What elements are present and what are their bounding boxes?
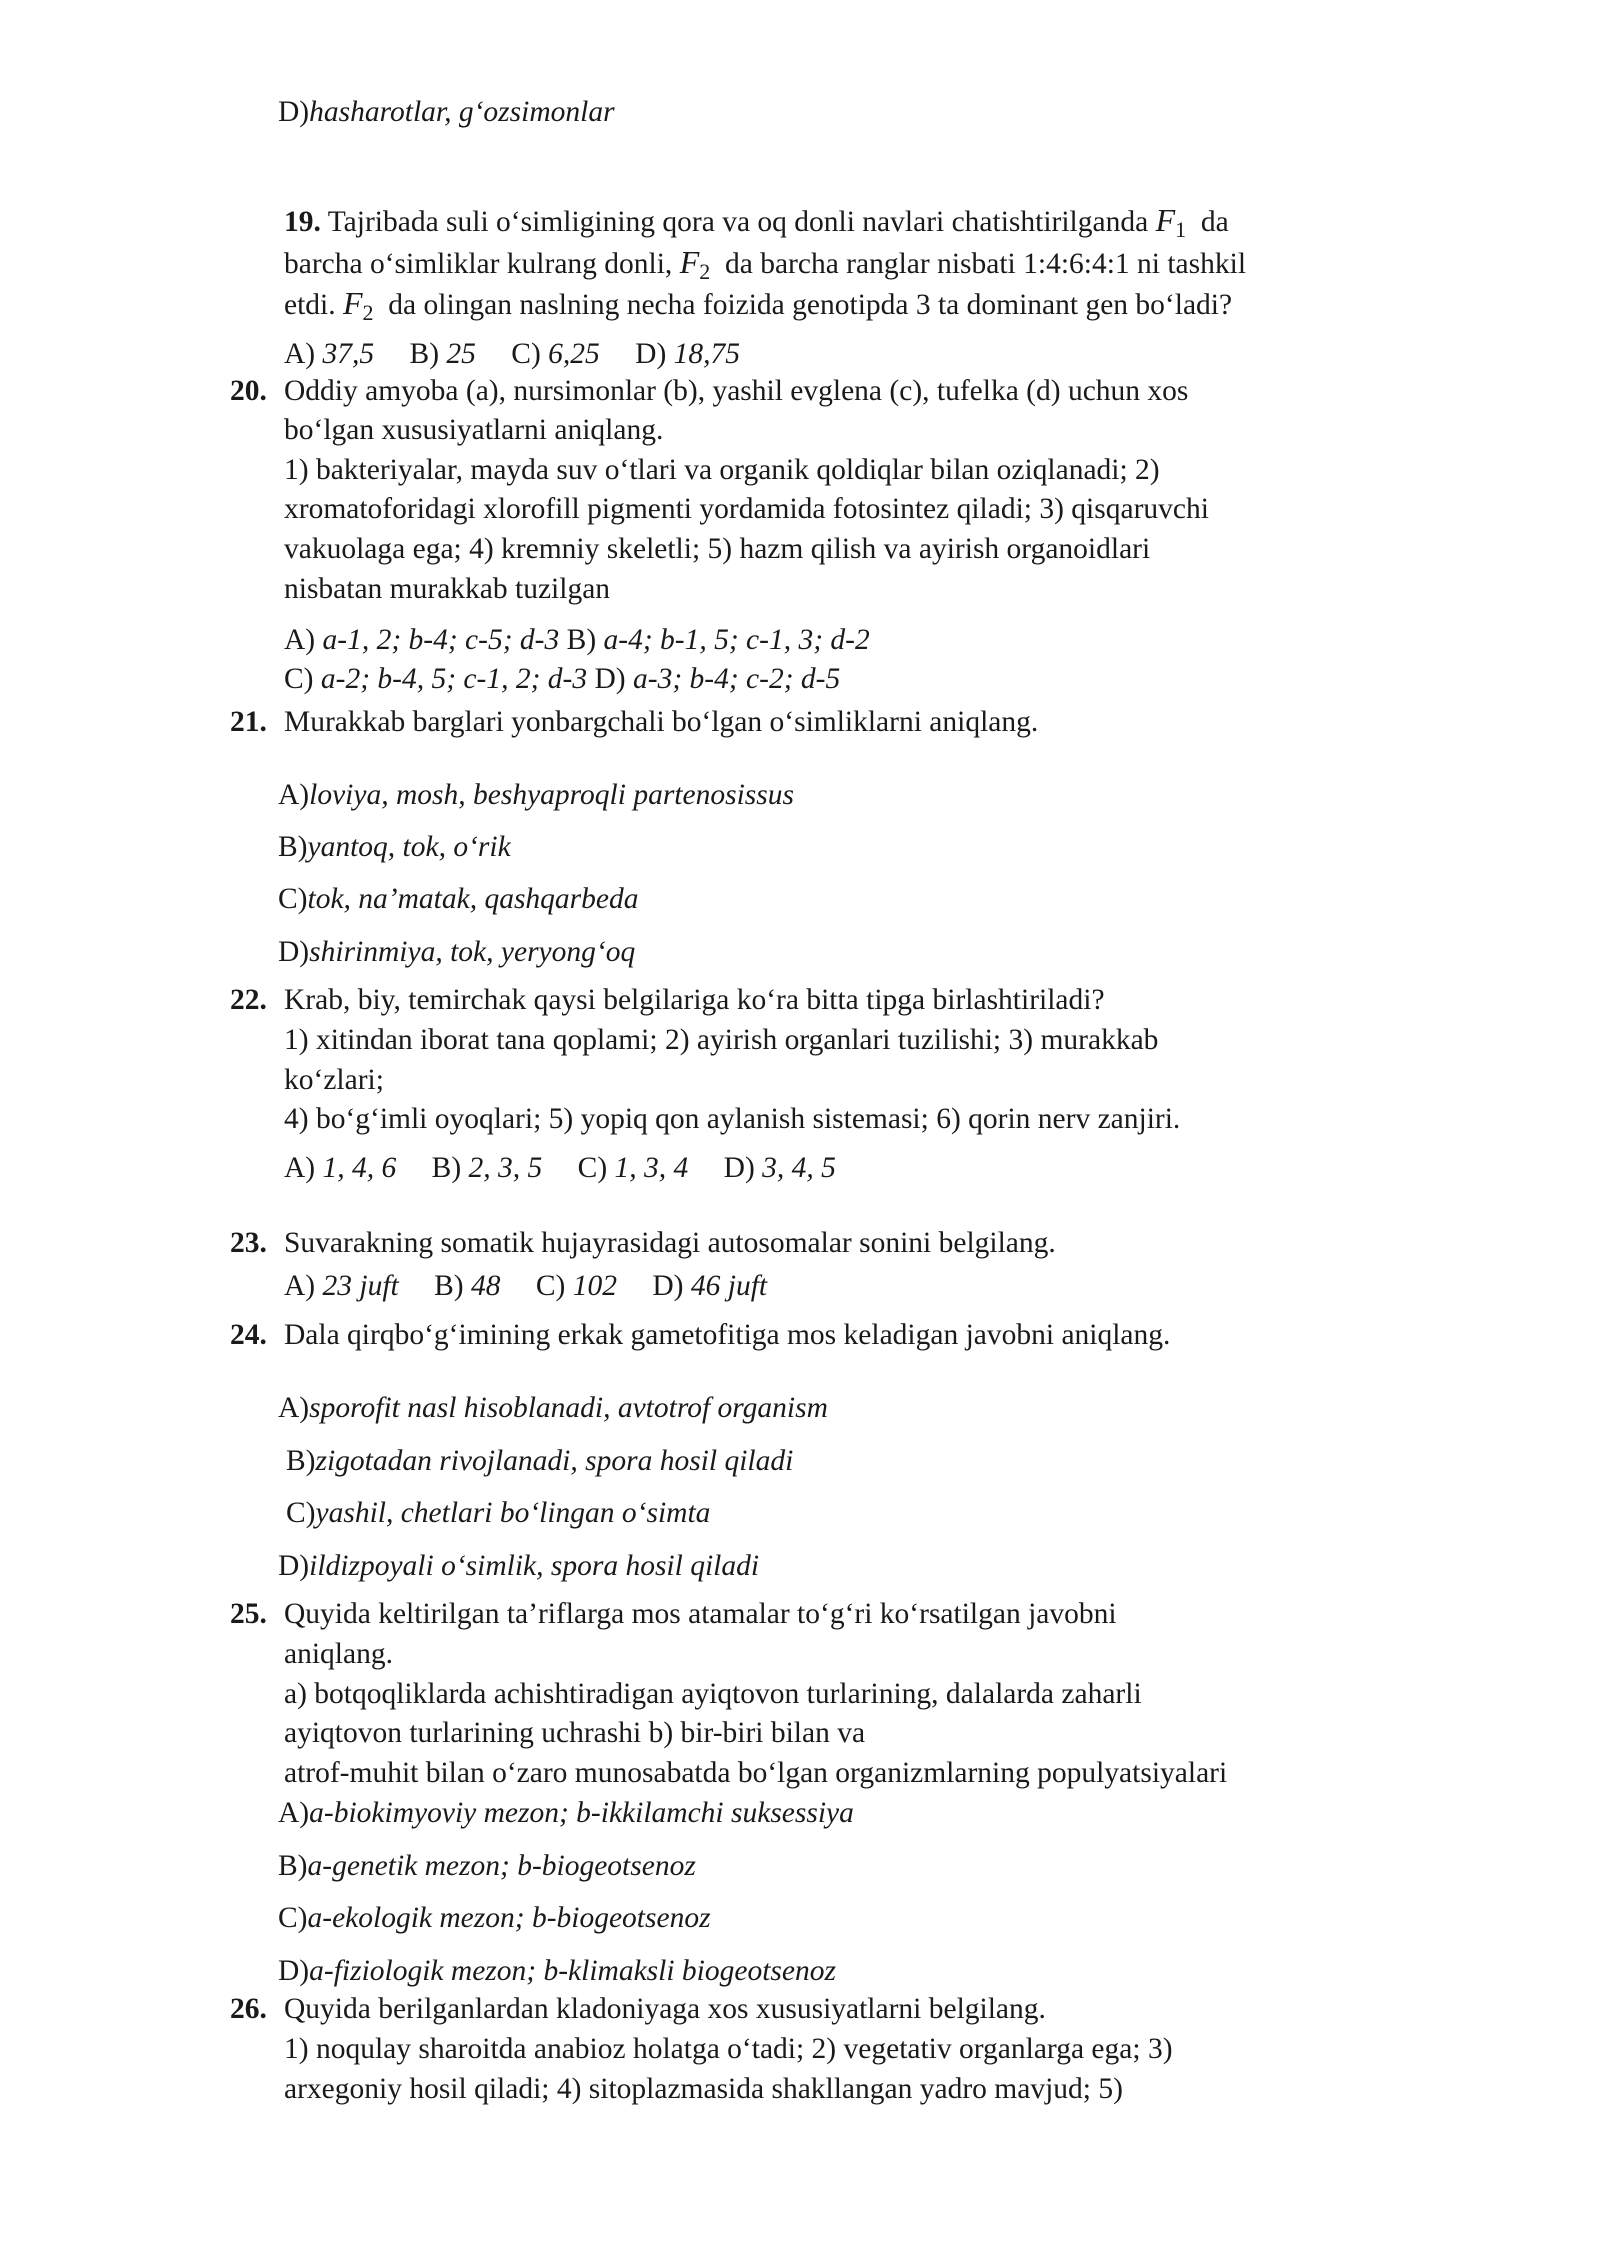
option-letter: B) bbox=[278, 1850, 308, 1882]
option-letter: B) bbox=[431, 1152, 462, 1184]
option-a bbox=[278, 1795, 854, 1831]
option-text: 6,25 bbox=[548, 338, 600, 370]
option-letter: C) bbox=[535, 1270, 566, 1302]
question-number: 24. bbox=[230, 1319, 267, 1351]
option-letter: D) bbox=[278, 1550, 310, 1582]
option-d bbox=[278, 1548, 759, 1584]
option-b bbox=[278, 829, 511, 865]
option-text: ildizpoyali o‘simlik, spora hosil qiladi bbox=[309, 1550, 760, 1582]
f-subscript: 2 bbox=[699, 259, 711, 284]
option-text: 102 bbox=[572, 1270, 617, 1302]
question-number: 19. bbox=[284, 206, 321, 238]
q20-line: vakuolaga ega; 4) kremniy skeletli; 5) hazm qilish va ayirish organoidlari bbox=[284, 533, 1151, 565]
option-c bbox=[278, 1900, 711, 1936]
option-text: zigotadan rivojlanadi, spora hosil qiladi bbox=[315, 1445, 794, 1477]
q20-options-row-1 bbox=[284, 622, 870, 658]
option-letter: B) bbox=[434, 1270, 464, 1302]
q25-line: a) botqoqliklarda achishtiradigan ayiqtovon turlarining, dalalarda zaharli bbox=[284, 1678, 1142, 1710]
option-letter: A) bbox=[278, 1797, 310, 1829]
option-d bbox=[278, 1953, 836, 1989]
option-text: 1, 4, 6 bbox=[322, 1152, 397, 1184]
option-c bbox=[578, 1152, 689, 1184]
option-c bbox=[284, 663, 587, 695]
q19-line-2 bbox=[284, 244, 1246, 284]
option-text: 3, 4, 5 bbox=[762, 1152, 836, 1184]
option-b bbox=[432, 1152, 543, 1184]
option-d bbox=[278, 934, 635, 970]
option-c bbox=[511, 338, 600, 370]
option-text: 1, 3, 4 bbox=[614, 1152, 689, 1184]
option-text: yantoq, tok, o‘rik bbox=[307, 831, 511, 863]
option-letter: A) bbox=[284, 624, 316, 656]
q20-options-row-2 bbox=[284, 661, 840, 697]
q20-line: nisbatan murakkab tuzilgan bbox=[284, 573, 611, 605]
q25-line: ayiqtovon turlarining uchrashi b) bir-biri bilan va bbox=[284, 1717, 866, 1749]
option-a bbox=[278, 1390, 828, 1426]
option-letter: D) bbox=[278, 936, 310, 968]
option-d bbox=[724, 1152, 836, 1184]
q23-options bbox=[284, 1268, 767, 1304]
option-c bbox=[278, 881, 639, 917]
q25-line: Quyida keltirilgan ta’riflarga mos atamalar to‘g‘ri ko‘rsatilgan javobni bbox=[284, 1598, 1117, 1630]
option-letter: D) bbox=[278, 1955, 310, 1987]
option-a bbox=[284, 1270, 399, 1302]
option-letter: A) bbox=[278, 779, 310, 811]
option-d bbox=[652, 1270, 767, 1302]
option-d bbox=[595, 663, 841, 695]
option-d bbox=[635, 338, 740, 370]
option-text: hasharotlar, g‘ozsimonlar bbox=[309, 96, 615, 128]
q19-text-3a: etdi. bbox=[284, 289, 336, 321]
option-text: yashil, chetlari bo‘lingan o‘simta bbox=[315, 1497, 711, 1529]
q24-text: Dala qirqbo‘g‘imining erkak gametofitiga mos keladigan javobni aniqlang. bbox=[284, 1319, 1171, 1351]
option-letter: C) bbox=[278, 1902, 308, 1934]
option-a bbox=[284, 338, 374, 370]
q22-line: 4) bo‘g‘imli oyoqlari; 5) yopiq qon aylanish sistemasi; 6) qorin nerv zanjiri. bbox=[284, 1103, 1181, 1135]
option-letter: A) bbox=[284, 1152, 316, 1184]
option-letter: D) bbox=[723, 1152, 755, 1184]
question-number: 26. bbox=[230, 1993, 267, 2025]
option-letter: A) bbox=[278, 1392, 310, 1424]
q25-line: aniqlang. bbox=[284, 1638, 393, 1670]
q26-line: 1) noqulay sharoitda anabioz holatga o‘tadi; 2) vegetativ organlarga ega; 3) bbox=[284, 2033, 1173, 2065]
f-symbol: F bbox=[343, 285, 363, 321]
question-number: 22. bbox=[230, 984, 267, 1016]
option-text: a-1, 2; b-4; c-5; d-3 bbox=[322, 624, 560, 656]
option-text: 37,5 bbox=[322, 338, 375, 370]
option-text: 48 bbox=[470, 1270, 501, 1302]
option-a bbox=[284, 624, 559, 656]
q20-line: 1) bakteriyalar, mayda suv o‘tlari va organik qoldiqlar bilan oziqlanadi; 2) bbox=[284, 454, 1160, 486]
q26-line: Quyida berilganlardan kladoniyaga xos xususiyatlarni belgilang. bbox=[284, 1993, 1046, 2025]
option-letter: C) bbox=[286, 1497, 316, 1529]
option-text: sporofit nasl hisoblanadi, avtotrof organism bbox=[309, 1392, 828, 1424]
prev-option-d bbox=[278, 94, 615, 130]
question-number: 25. bbox=[230, 1598, 267, 1630]
question-number: 23. bbox=[230, 1227, 267, 1259]
option-letter: A) bbox=[284, 338, 316, 370]
option-letter: B) bbox=[409, 338, 440, 370]
option-a bbox=[278, 777, 794, 813]
q25-line: atrof-muhit bilan o‘zaro munosabatda bo‘lgan organizmlarning populyatsiyalari bbox=[284, 1757, 1228, 1789]
q20-line: Oddiy amyoba (a), nursimonlar (b), yashil evglena (c), tufelka (d) uchun xos bbox=[284, 375, 1189, 407]
option-text: 46 juft bbox=[690, 1270, 768, 1302]
q19-line-3 bbox=[284, 285, 1232, 325]
option-text: 18,75 bbox=[673, 338, 741, 370]
option-letter: C) bbox=[284, 663, 314, 695]
q19-line-1 bbox=[284, 202, 1229, 242]
q22-line: Krab, biy, temirchak qaysi belgilariga ko‘ra bitta tipga birlashtiriladi? bbox=[284, 984, 1105, 1016]
option-text: a-fiziologik mezon; b-klimaksli biogeotsenoz bbox=[309, 1955, 836, 1987]
f-subscript: 1 bbox=[1175, 217, 1187, 242]
option-text: 23 juft bbox=[322, 1270, 399, 1302]
q21-text: Murakkab barglari yonbargchali bo‘lgan o‘simliklarni aniqlang. bbox=[284, 706, 1039, 738]
option-letter: A) bbox=[284, 1270, 316, 1302]
option-b bbox=[286, 1443, 793, 1479]
option-text: a-ekologik mezon; b-biogeotsenoz bbox=[307, 1902, 711, 1934]
q20-line: xromatoforidagi xlorofill pigmenti yordamida fotosintez qiladi; 3) qisqaruvchi bbox=[284, 493, 1209, 525]
option-letter: B) bbox=[286, 1445, 316, 1477]
q22-line: 1) xitindan iborat tana qoplami; 2) ayirish organlari tuzilishi; 3) murakkab bbox=[284, 1024, 1159, 1056]
option-letter: B) bbox=[278, 831, 308, 863]
q20-line: bo‘lgan xususiyatlarni aniqlang. bbox=[284, 414, 664, 446]
q22-line: ko‘zlari; bbox=[284, 1064, 384, 1096]
option-text: loviya, mosh, beshyaproqli partenosissus bbox=[309, 779, 794, 811]
option-text: a-genetik mezon; b-biogeotsenoz bbox=[307, 1850, 696, 1882]
q19-text-2b: da barcha ranglar nisbati 1:4:6:4:1 ni tashkil bbox=[724, 248, 1247, 280]
option-letter: D) bbox=[652, 1270, 684, 1302]
q19-text-3b: da olingan naslning necha foizida genotipda 3 ta dominant gen bo‘ladi? bbox=[388, 289, 1233, 321]
q22-options bbox=[284, 1150, 836, 1186]
q26-line: arxegoniy hosil qiladi; 4) sitoplazmasida shakllangan yadro mavjud; 5) bbox=[284, 2073, 1123, 2105]
option-text: 25 bbox=[446, 338, 476, 370]
option-letter: D) bbox=[594, 663, 626, 695]
option-text: 2, 3, 5 bbox=[468, 1152, 543, 1184]
q23-text: Suvarakning somatik hujayrasidagi autosomalar sonini belgilang. bbox=[284, 1227, 1056, 1259]
q19-text-2a: barcha o‘simliklar kulrang donli, bbox=[284, 248, 673, 280]
f-symbol: F bbox=[1155, 202, 1176, 238]
option-letter: D) bbox=[635, 338, 667, 370]
option-text: shirinmiya, tok, yeryong‘oq bbox=[309, 936, 636, 968]
option-c bbox=[286, 1495, 710, 1531]
q19-text-1b: da bbox=[1200, 206, 1229, 238]
option-text: a-2; b-4, 5; c-1, 2; d-3 bbox=[320, 663, 588, 695]
option-letter: C) bbox=[278, 883, 308, 915]
question-number: 21. bbox=[230, 706, 267, 738]
f-subscript: 2 bbox=[362, 300, 374, 325]
option-b bbox=[278, 1848, 696, 1884]
option-text: tok, na’matak, qashqarbeda bbox=[307, 883, 639, 915]
option-c bbox=[536, 1270, 617, 1302]
option-letter: B) bbox=[566, 624, 597, 656]
q19-options bbox=[284, 336, 740, 372]
option-b bbox=[410, 338, 476, 370]
option-letter: D) bbox=[278, 96, 310, 128]
option-text: a-biokimyoviy mezon; b-ikkilamchi suksessiya bbox=[309, 1797, 854, 1829]
option-text: a-3; b-4; c-2; d-5 bbox=[633, 663, 841, 695]
option-a bbox=[284, 1152, 396, 1184]
option-letter: C) bbox=[577, 1152, 608, 1184]
option-b bbox=[567, 624, 870, 656]
question-number: 20. bbox=[230, 375, 267, 407]
option-letter: C) bbox=[511, 338, 541, 370]
q19-text-1a: Tajribada suli o‘simligining qora va oq donli navlari chatishtirilganda bbox=[327, 206, 1149, 238]
option-b bbox=[434, 1270, 500, 1302]
f-symbol: F bbox=[679, 244, 700, 280]
option-text: a-4; b-1, 5; c-1, 3; d-2 bbox=[603, 624, 870, 656]
